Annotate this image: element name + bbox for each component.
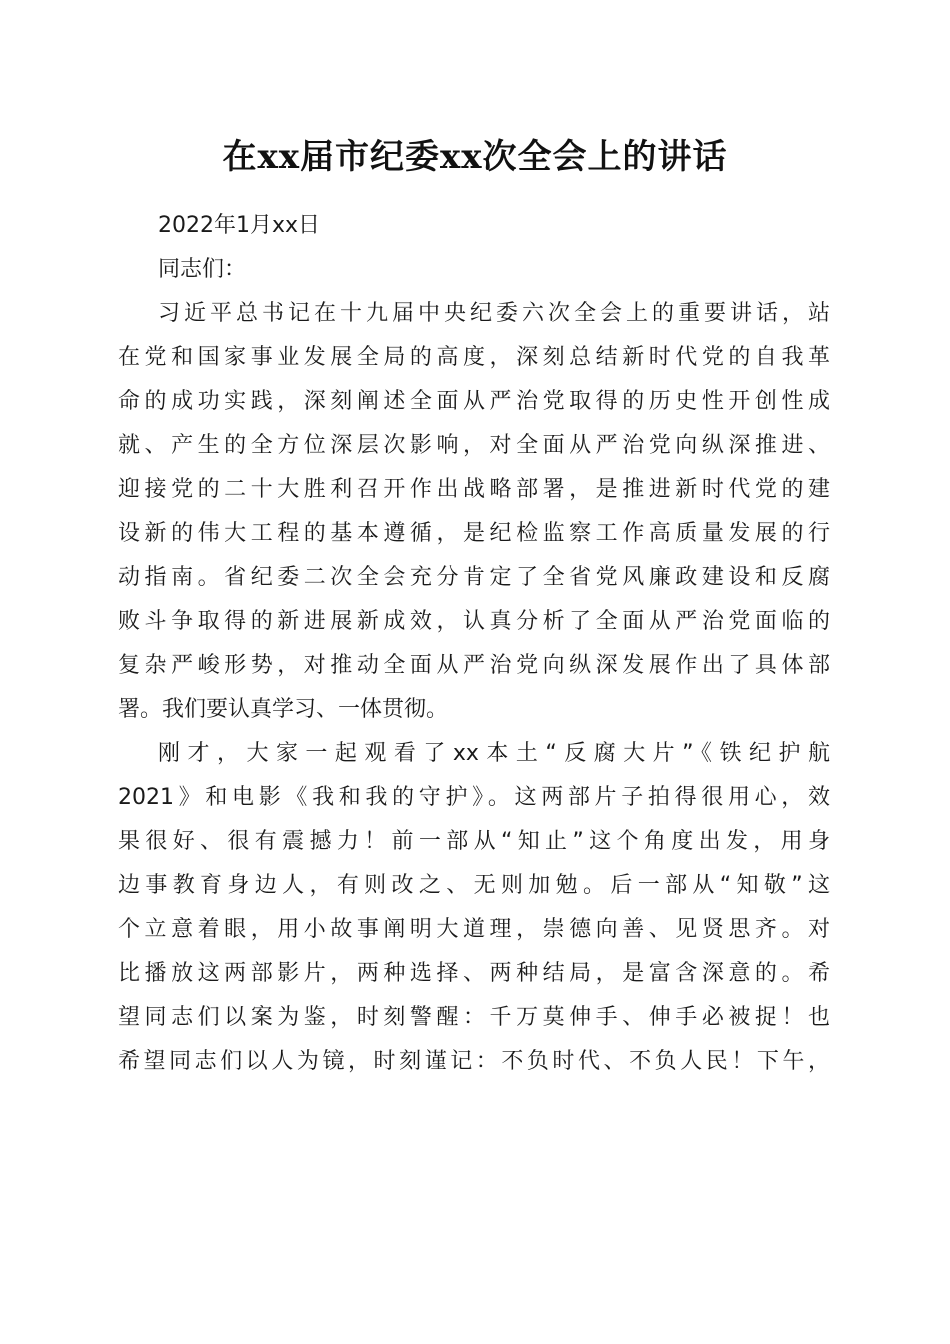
paragraph-2-line: 望同志们以案为鉴，时刻警醒：千万莫伸手、伸手必被捉！也: [118, 1005, 830, 1030]
paragraph-1-line: 习近平总书记在十九届中央纪委六次全会上的重要讲话，站: [158, 301, 830, 326]
paragraph-2-line: 边事教育身边人，有则改之、无则加勉。后一部从“知敬”这: [118, 873, 830, 898]
document-body: [118, 204, 830, 1084]
paragraph-1-line: 动指南。省纪委二次全会充分肯定了全省党风廉政建设和反腐: [118, 565, 830, 590]
paragraph-1-line: 复杂严峻形势，对推动全面从严治党向纵深发展作出了具体部: [118, 653, 830, 678]
paragraph-2-line: 希望同志们以人为镜，时刻谨记：不负时代、不负人民！下午，: [118, 1049, 830, 1074]
paragraph-2-line: 2021》和电影《我和我的守护》。这两部片子拍得很用心，效: [118, 785, 830, 810]
date-line: 2022年1月xx日: [158, 213, 321, 238]
paragraph-2-line: 果很好、很有震撼力！前一部从“知止”这个角度出发，用身: [118, 829, 830, 854]
salutation-line: 同志们：: [158, 257, 247, 282]
paragraph-1-line: 败斗争取得的新进展新成效，认真分析了全面从严治党面临的: [118, 609, 830, 634]
paragraph-1-line: 就、产生的全方位深层次影响，对全面从严治党向纵深推进、: [118, 433, 830, 458]
paragraph-2-line: 个立意着眼，用小故事阐明大道理，崇德向善、见贤思齐。对: [118, 917, 830, 942]
paragraph-1-line: 在党和国家事业发展全局的高度，深刻总结新时代党的自我革: [118, 345, 830, 370]
document-title: 在xx届市纪委xx次全会上的讲话: [222, 137, 728, 177]
paragraph-2-line: 比播放这两部影片，两种选择、两种结局，是富含深意的。希: [118, 961, 830, 986]
paragraph-1-line: 命的成功实践，深刻阐述全面从严治党取得的历史性开创性成: [118, 389, 830, 414]
paragraph-1-line: 设新的伟大工程的基本遵循，是纪检监察工作高质量发展的行: [118, 521, 830, 546]
paragraph-1-line: 迎接党的二十大胜利召开作出战略部署，是推进新时代党的建: [118, 477, 830, 502]
paragraph-2-line: 刚才，大家一起观看了xx本土“反腐大片”《铁纪护航: [158, 741, 830, 766]
paragraph-1-line: 署。我们要认真学习、一体贯彻。: [118, 697, 449, 722]
